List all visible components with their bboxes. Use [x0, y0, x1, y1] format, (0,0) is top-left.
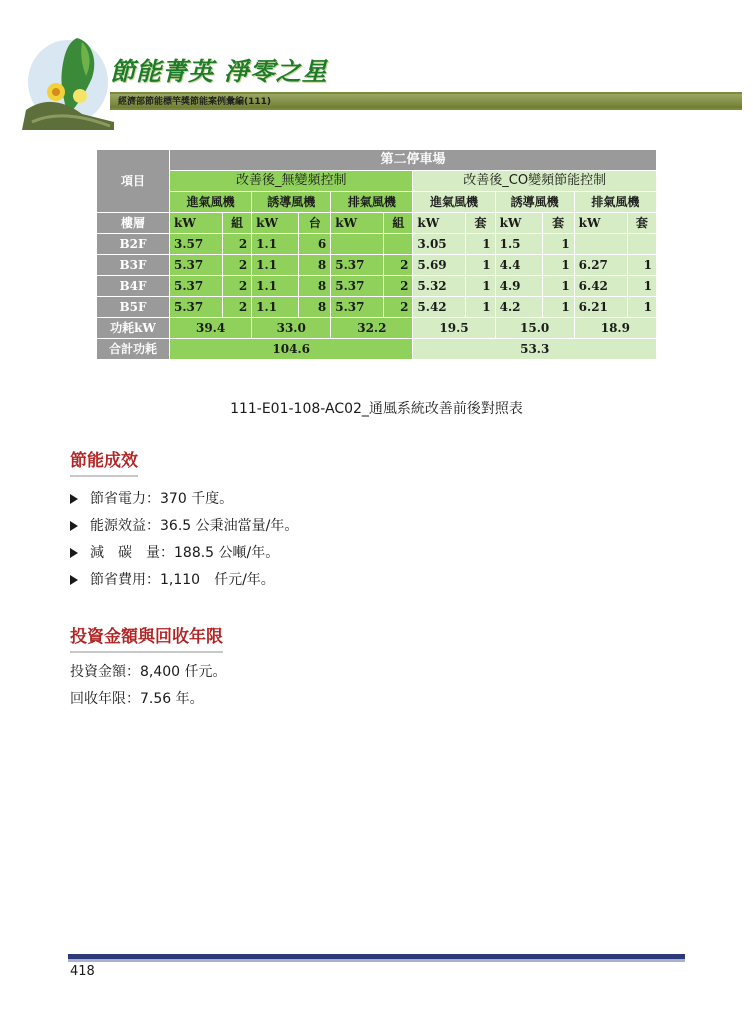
table-row [97, 255, 657, 276]
fan-header: 誘導風機 [252, 192, 331, 213]
unit-header: kW [331, 213, 384, 234]
table-cell: 5.37 [331, 255, 384, 276]
floor-cell: B4F [97, 276, 170, 297]
group-header: 改善後_無變頻控制 [170, 171, 413, 192]
floor-cell: B2F [97, 234, 170, 255]
table-cell: 8 [299, 276, 331, 297]
fan-header: 排氣風機 [331, 192, 413, 213]
brand-title: 節能菁英 淨零之星 [110, 57, 328, 86]
table-cell: 5.37 [331, 276, 384, 297]
list-item [70, 539, 298, 566]
table-cell: 6.27 [574, 255, 627, 276]
unit-row [97, 213, 657, 234]
power-cell: 39.4 [170, 318, 252, 339]
table-cell: 6.21 [574, 297, 627, 318]
table-cell: 6 [299, 234, 331, 255]
table-cell: 1.5 [495, 234, 542, 255]
section-title-energy-savings: 節能成效 [70, 446, 138, 477]
list-item-text: 節省電力：370 千度。 [90, 490, 234, 507]
table-cell: 4.9 [495, 276, 542, 297]
floor-header: 樓層 [97, 213, 170, 234]
table-cell: 1 [466, 297, 495, 318]
table-cell [627, 234, 656, 255]
table-cell [574, 234, 627, 255]
arrow-bullet-icon [70, 521, 78, 531]
payback-period: 回收年限：7.56 年。 [70, 691, 204, 707]
table-cell: 1 [627, 255, 656, 276]
arrow-bullet-icon [70, 494, 78, 504]
table-title: 第二停車場 [170, 150, 657, 171]
footer-rule [68, 954, 685, 959]
table-cell: 3.05 [413, 234, 466, 255]
unit-header: 台 [299, 213, 331, 234]
table-cell: 1.1 [252, 276, 299, 297]
table-cell: 1.1 [252, 234, 299, 255]
power-cell: 33.0 [252, 318, 331, 339]
unit-header: 套 [542, 213, 574, 234]
investment-amount: 投資金額：8,400 仟元。 [70, 664, 227, 680]
table-cell: 2 [384, 297, 413, 318]
table-cell: 3.57 [170, 234, 223, 255]
unit-header: 組 [223, 213, 252, 234]
table-cell: 1 [542, 234, 574, 255]
fan-header: 進氣風機 [413, 192, 495, 213]
unit-header: kW [413, 213, 466, 234]
arrow-bullet-icon [70, 548, 78, 558]
table-row [97, 276, 657, 297]
list-item [70, 512, 298, 539]
table-cell: 5.69 [413, 255, 466, 276]
unit-header: kW [170, 213, 223, 234]
unit-header: kW [495, 213, 542, 234]
fan-header: 進氣風機 [170, 192, 252, 213]
floor-cell: B3F [97, 255, 170, 276]
power-label: 功耗kW [97, 318, 170, 339]
list-item-text: 節省費用：1,110 仟元/年。 [90, 571, 275, 588]
table-cell: 1 [627, 297, 656, 318]
table-row [97, 234, 657, 255]
taiwan-globe-logo [22, 30, 114, 130]
power-cell: 32.2 [331, 318, 413, 339]
table-cell: 1 [542, 255, 574, 276]
total-label: 合計功耗 [97, 339, 170, 360]
item-header: 項目 [97, 150, 170, 213]
list-item [70, 485, 298, 512]
table-cell: 4.4 [495, 255, 542, 276]
table-cell: 1 [466, 234, 495, 255]
power-row [97, 318, 657, 339]
group-header: 改善後_CO變頻節能控制 [413, 171, 657, 192]
table-cell [331, 234, 384, 255]
table-cell: 2 [384, 255, 413, 276]
table-cell: 2 [223, 297, 252, 318]
table-cell: 2 [223, 234, 252, 255]
list-item-text: 減 碳 量：188.5 公噸/年。 [90, 544, 280, 561]
fan-header: 排氣風機 [574, 192, 656, 213]
list-item [70, 566, 298, 593]
table-cell: 5.42 [413, 297, 466, 318]
table-cell [384, 234, 413, 255]
fan-header: 誘導風機 [495, 192, 574, 213]
table-cell: 5.37 [170, 276, 223, 297]
table-cell: 1 [466, 276, 495, 297]
power-cell: 19.5 [413, 318, 495, 339]
arrow-bullet-icon [70, 575, 78, 585]
page-number: 418 [70, 964, 95, 979]
table-cell: 1.1 [252, 255, 299, 276]
section-title-investment: 投資金額與回收年限 [70, 622, 223, 653]
unit-header: kW [574, 213, 627, 234]
table-title-row [97, 150, 657, 171]
unit-header: 套 [627, 213, 656, 234]
table-cell: 5.37 [170, 255, 223, 276]
table-cell: 2 [223, 276, 252, 297]
unit-header: 組 [384, 213, 413, 234]
power-cell: 18.9 [574, 318, 656, 339]
table-cell: 1 [466, 255, 495, 276]
total-row [97, 339, 657, 360]
total-cell: 104.6 [170, 339, 413, 360]
fan-row [97, 192, 657, 213]
table-cell: 2 [384, 276, 413, 297]
table-cell: 1 [542, 297, 574, 318]
table-cell: 1 [542, 276, 574, 297]
table-cell: 6.42 [574, 276, 627, 297]
floor-cell: B5F [97, 297, 170, 318]
unit-header: kW [252, 213, 299, 234]
table-cell: 1 [627, 276, 656, 297]
table-cell: 8 [299, 297, 331, 318]
table-cell: 1.1 [252, 297, 299, 318]
header-subtitle: 經濟部節能標竿獎節能案例彙編(111) [118, 97, 272, 107]
table-cell: 2 [223, 255, 252, 276]
table-cell: 5.37 [170, 297, 223, 318]
table-cell: 5.32 [413, 276, 466, 297]
total-cell: 53.3 [413, 339, 657, 360]
table-cell: 4.2 [495, 297, 542, 318]
energy-savings-list [70, 485, 298, 593]
table-row [97, 297, 657, 318]
table-cell: 5.37 [331, 297, 384, 318]
group-row [97, 171, 657, 192]
table-cell: 8 [299, 255, 331, 276]
table-caption: 111-E01-108-AC02_通風系統改善前後對照表 [230, 401, 523, 417]
ventilation-comparison-table [96, 149, 657, 360]
unit-header: 套 [466, 213, 495, 234]
power-cell: 15.0 [495, 318, 574, 339]
list-item-text: 能源效益：36.5 公秉油當量/年。 [90, 517, 299, 534]
